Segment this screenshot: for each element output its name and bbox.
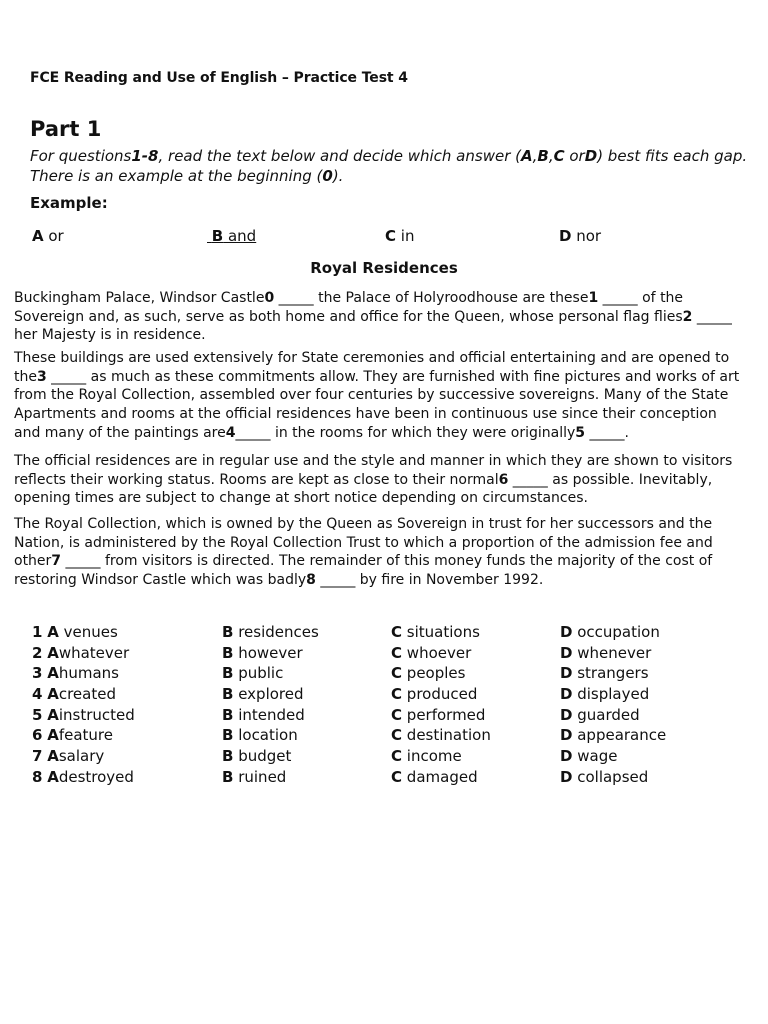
option-text: collapsed bbox=[577, 767, 649, 786]
option-text: guarded bbox=[577, 705, 640, 724]
option-letter: D bbox=[560, 643, 573, 662]
option-letter: D bbox=[560, 726, 573, 745]
instructions-letter: C bbox=[553, 147, 565, 165]
option-d bbox=[560, 768, 648, 786]
option-d bbox=[560, 726, 666, 744]
option-letter: C bbox=[391, 685, 403, 704]
option-a bbox=[32, 726, 113, 744]
instructions-range: 1-8 bbox=[131, 147, 159, 165]
answer-row-3 bbox=[0, 664, 768, 685]
example-option-d bbox=[559, 227, 601, 245]
gap-number: 2 bbox=[682, 308, 693, 325]
option-b bbox=[222, 706, 305, 724]
option-b bbox=[222, 644, 303, 662]
part-title: Part 1 bbox=[30, 117, 102, 141]
option-letter: B bbox=[222, 767, 234, 786]
option-text: salary bbox=[58, 747, 105, 766]
option-d bbox=[560, 685, 649, 703]
option-text: budget bbox=[238, 747, 292, 766]
option-text: whatever bbox=[58, 643, 130, 662]
instructions bbox=[30, 146, 756, 186]
option-letter: B bbox=[222, 623, 234, 641]
option-b bbox=[222, 664, 283, 682]
option-c bbox=[391, 685, 477, 703]
option-letter: B bbox=[222, 664, 234, 683]
option-letter: D bbox=[560, 767, 573, 786]
answer-row-1 bbox=[0, 623, 768, 644]
option-letter: B bbox=[222, 747, 234, 766]
option-text: income bbox=[406, 747, 462, 766]
option-c bbox=[391, 706, 485, 724]
example-option-b-correct bbox=[207, 227, 256, 245]
gap-number: 0 bbox=[264, 290, 275, 306]
paragraph-text: The Royal Collection, which is owned by the Queen as Sovereign in trust for her successors and the Nation, is administered by the Royal Collection Trust to which a proportion of the admission fee and other bbox=[14, 516, 713, 570]
answer-row-4 bbox=[0, 685, 768, 706]
instructions-text: For questions bbox=[30, 147, 132, 165]
option-text: peoples bbox=[406, 664, 466, 683]
option-letter: A bbox=[47, 685, 59, 704]
option-c bbox=[391, 623, 480, 641]
option-letter: B bbox=[222, 685, 234, 704]
option-letter: C bbox=[391, 767, 403, 786]
option-letter: B bbox=[222, 726, 234, 745]
gap-number: 7 bbox=[51, 553, 62, 570]
paragraph-text: _____ of the Sovereign and, as such, serve as both home and office for the Queen, whose personal flag flies bbox=[14, 290, 684, 325]
option-text: public bbox=[238, 664, 284, 683]
question-number: 7 bbox=[32, 747, 43, 766]
paragraph-text: _____ as much as these commitments allow. They are furnished with fine pictures and works of art from the Royal Collection, assembled over four centuries by successive sovereigns. Many of the State Apartments and rooms at the official residences have been in continuous use since their conception and many of the paintings are bbox=[14, 368, 740, 441]
paragraph-1 bbox=[14, 289, 744, 345]
paragraph-text: _____ by fire in November 1992. bbox=[315, 572, 544, 589]
option-text: whenever bbox=[577, 643, 652, 662]
option-letter: D bbox=[560, 623, 573, 641]
paragraph-text: The official residences are in regular use and the style and manner in which they are shown to visitors reflects their working status. Rooms are kept as close to their normal bbox=[14, 453, 733, 488]
option-text: displayed bbox=[577, 685, 650, 704]
answer-row-6 bbox=[0, 726, 768, 747]
instructions-letter: A bbox=[520, 147, 533, 165]
instructions-text: , bbox=[548, 147, 554, 165]
option-letter: B bbox=[222, 705, 234, 724]
gap-number: 3 bbox=[36, 368, 47, 385]
instructions-text: , read the text below and decide which answer ( bbox=[158, 147, 521, 165]
option-letter: D bbox=[560, 747, 573, 766]
option-text: produced bbox=[406, 685, 478, 704]
option-text: in bbox=[396, 227, 415, 245]
paragraph-text: These buildings are used extensively for State ceremonies and official entertaining and are opened to the bbox=[14, 350, 730, 385]
option-a bbox=[32, 623, 118, 641]
option-b bbox=[222, 685, 304, 703]
option-letter: A bbox=[47, 705, 59, 724]
option-a bbox=[32, 706, 135, 724]
option-b bbox=[222, 768, 286, 786]
option-text: created bbox=[58, 685, 116, 704]
gap-number: 4 bbox=[225, 424, 236, 441]
option-c bbox=[391, 768, 478, 786]
option-text: residences bbox=[238, 623, 319, 641]
gap-number: 5 bbox=[575, 424, 586, 441]
example-option-a bbox=[32, 227, 64, 245]
option-letter: D bbox=[560, 685, 573, 704]
option-text: occupation bbox=[577, 623, 660, 641]
option-a bbox=[32, 664, 119, 682]
option-letter: C bbox=[391, 643, 403, 662]
option-letter: B bbox=[211, 227, 224, 245]
question-number: 4 bbox=[32, 685, 43, 704]
option-text: nor bbox=[571, 227, 602, 245]
option-a bbox=[32, 747, 104, 765]
instructions-text: ). bbox=[332, 167, 344, 185]
paragraph-2 bbox=[14, 349, 744, 443]
option-a bbox=[32, 768, 134, 786]
instructions-letter: B bbox=[537, 147, 549, 165]
option-text: ruined bbox=[238, 767, 287, 786]
option-letter: C bbox=[391, 705, 403, 724]
instructions-letter: D bbox=[584, 147, 598, 165]
paragraph-text: _____. bbox=[585, 424, 629, 441]
gap-number: 8 bbox=[306, 572, 316, 589]
paragraph-text: _____ her Majesty is in residence. bbox=[14, 308, 732, 344]
option-letter: A bbox=[47, 643, 59, 662]
paragraph-text: _____ as possible. Inevitably, opening times are subject to change at short notice depending on circumstances. bbox=[14, 471, 713, 507]
option-d bbox=[560, 644, 651, 662]
option-letter: A bbox=[47, 767, 59, 786]
option-text: strangers bbox=[577, 664, 649, 683]
instructions-text: or bbox=[564, 147, 585, 165]
question-number: 2 bbox=[32, 643, 43, 662]
option-letter: C bbox=[385, 227, 397, 245]
option-text: or bbox=[43, 227, 64, 245]
option-letter: D bbox=[560, 705, 573, 724]
answer-options bbox=[0, 623, 768, 789]
option-letter: A bbox=[32, 227, 44, 245]
instructions-text: ) best fits each gap. There is an example at the beginning ( bbox=[30, 147, 748, 185]
instructions-zero: 0 bbox=[322, 167, 333, 185]
example-label: Example: bbox=[30, 194, 108, 212]
option-c bbox=[391, 644, 471, 662]
option-text: appearance bbox=[577, 726, 667, 745]
option-letter: C bbox=[391, 747, 403, 766]
paragraph-text: _____ in the rooms for which they were originally bbox=[235, 424, 576, 441]
gap-number: 1 bbox=[588, 290, 599, 306]
paragraph-3 bbox=[14, 452, 744, 508]
option-text: and bbox=[223, 227, 257, 245]
option-b bbox=[222, 747, 291, 765]
option-text: damaged bbox=[406, 767, 478, 786]
example-options bbox=[0, 227, 768, 247]
option-a bbox=[32, 685, 116, 703]
question-number: 5 bbox=[32, 705, 43, 724]
option-letter: A bbox=[47, 664, 59, 683]
option-letter: C bbox=[391, 726, 403, 745]
paragraph-text: Buckingham Palace, Windsor Castle bbox=[14, 290, 265, 306]
option-c bbox=[391, 664, 465, 682]
option-a bbox=[32, 644, 129, 662]
example-option-c bbox=[385, 227, 414, 245]
question-number: 6 bbox=[32, 726, 43, 745]
paragraph-4 bbox=[14, 515, 744, 590]
option-letter: A bbox=[47, 726, 59, 745]
option-text: destination bbox=[406, 726, 491, 745]
option-text: situations bbox=[406, 623, 480, 641]
option-letter: C bbox=[391, 623, 403, 641]
option-letter: B bbox=[222, 643, 234, 662]
option-d bbox=[560, 664, 649, 682]
option-letter: C bbox=[391, 664, 403, 683]
option-text: venues bbox=[63, 623, 118, 641]
answer-row-7 bbox=[0, 747, 768, 768]
option-text: performed bbox=[406, 705, 486, 724]
option-text: destroyed bbox=[58, 767, 134, 786]
question-number: 3 bbox=[32, 664, 43, 683]
paragraph-text: _____ the Palace of Holyroodhouse are these bbox=[274, 290, 589, 306]
option-letter: A bbox=[47, 747, 59, 766]
option-c bbox=[391, 747, 462, 765]
gap-number: 6 bbox=[498, 471, 509, 488]
question-number: 1 bbox=[32, 623, 43, 641]
option-d bbox=[560, 706, 640, 724]
option-letter: D bbox=[560, 664, 573, 683]
option-b bbox=[222, 726, 298, 744]
text-title: Royal Residences bbox=[310, 259, 458, 277]
option-letter: D bbox=[559, 227, 572, 245]
option-text: feature bbox=[58, 726, 113, 745]
answer-row-2 bbox=[0, 644, 768, 665]
option-letter: A bbox=[47, 623, 59, 641]
option-text: however bbox=[238, 643, 303, 662]
answer-row-5 bbox=[0, 706, 768, 727]
option-text: location bbox=[238, 726, 298, 745]
answer-row-8 bbox=[0, 768, 768, 789]
option-d bbox=[560, 623, 660, 641]
document-title: FCE Reading and Use of English – Practice Test 4 bbox=[30, 70, 408, 86]
instructions-text: , bbox=[532, 147, 538, 165]
question-number: 8 bbox=[32, 767, 43, 786]
option-text: whoever bbox=[406, 643, 472, 662]
option-b bbox=[222, 623, 319, 641]
option-text: explored bbox=[238, 685, 304, 704]
option-text: wage bbox=[577, 747, 618, 766]
paragraph-text: _____ from visitors is directed. The remainder of this money funds the majority of the cost of restoring Windsor Castle which was badly bbox=[14, 553, 713, 589]
option-text: instructed bbox=[58, 705, 135, 724]
option-d bbox=[560, 747, 617, 765]
option-text: intended bbox=[238, 705, 305, 724]
option-text: humans bbox=[58, 664, 119, 683]
option-c bbox=[391, 726, 491, 744]
